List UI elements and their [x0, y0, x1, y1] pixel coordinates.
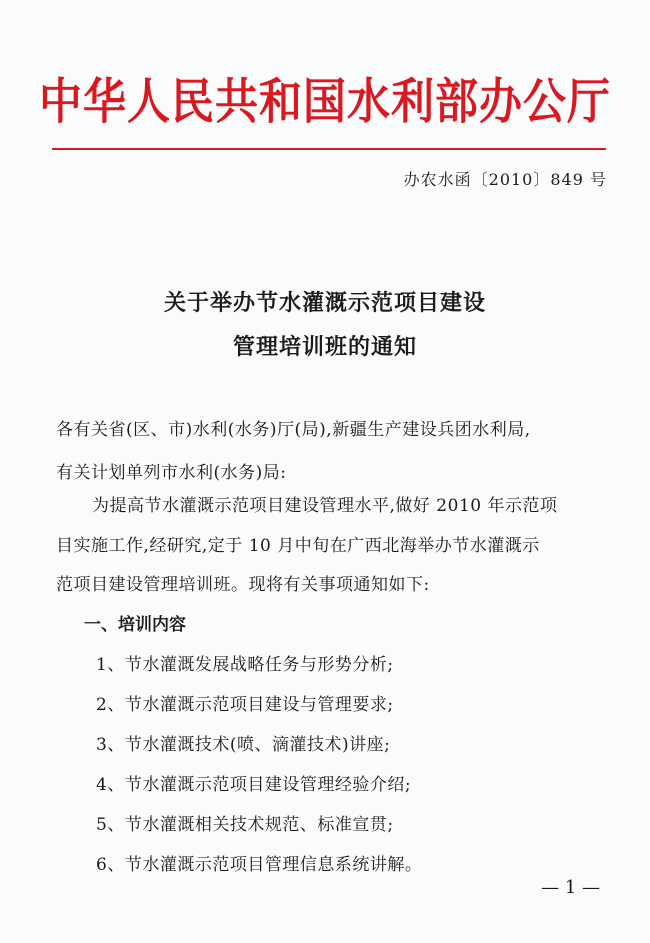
- title-line-2: 管理培训班的通知: [232, 335, 417, 360]
- list-item: 4、节水灌溉示范项目建设管理经验介绍;: [96, 775, 412, 795]
- paragraph-line-2: 目实施工作,经研究,定于 10 月中旬在广西北海举办节水灌溉示: [56, 536, 540, 556]
- list-item: 6、节水灌溉示范项目管理信息系统讲解。: [96, 855, 423, 875]
- paragraph-line-3: 范项目建设管理培训班。现将有关事项通知如下:: [56, 575, 430, 595]
- page-number: — 1 —: [541, 877, 600, 898]
- title-line-1: 关于举办节水灌溉示范项目建设: [163, 291, 486, 316]
- section-title: 一、培训内容: [84, 615, 186, 635]
- list-item: 5、节水灌溉相关技术规范、标准宣贯;: [96, 815, 394, 835]
- salutation-line-2: 有关计划单列市水利(水务)局:: [56, 463, 287, 483]
- issuer-header: 中华人民共和国水利部办公厅: [39, 74, 611, 131]
- list-item: 1、节水灌溉发展战略任务与形势分析;: [96, 655, 394, 675]
- document-number: 办农水函〔2010〕849 号: [403, 170, 607, 189]
- paragraph-line-1: 为提高节水灌溉示范项目建设管理水平,做好 2010 年示范项: [92, 496, 558, 516]
- header-red-rule: [52, 148, 606, 150]
- list-item: 3、节水灌溉技术(喷、滴灌技术)讲座;: [96, 735, 391, 755]
- list-item: 2、节水灌溉示范项目建设与管理要求;: [96, 695, 394, 715]
- salutation-line-1: 各有关省(区、市)水利(水务)厅(局),新疆生产建设兵团水利局,: [56, 420, 531, 440]
